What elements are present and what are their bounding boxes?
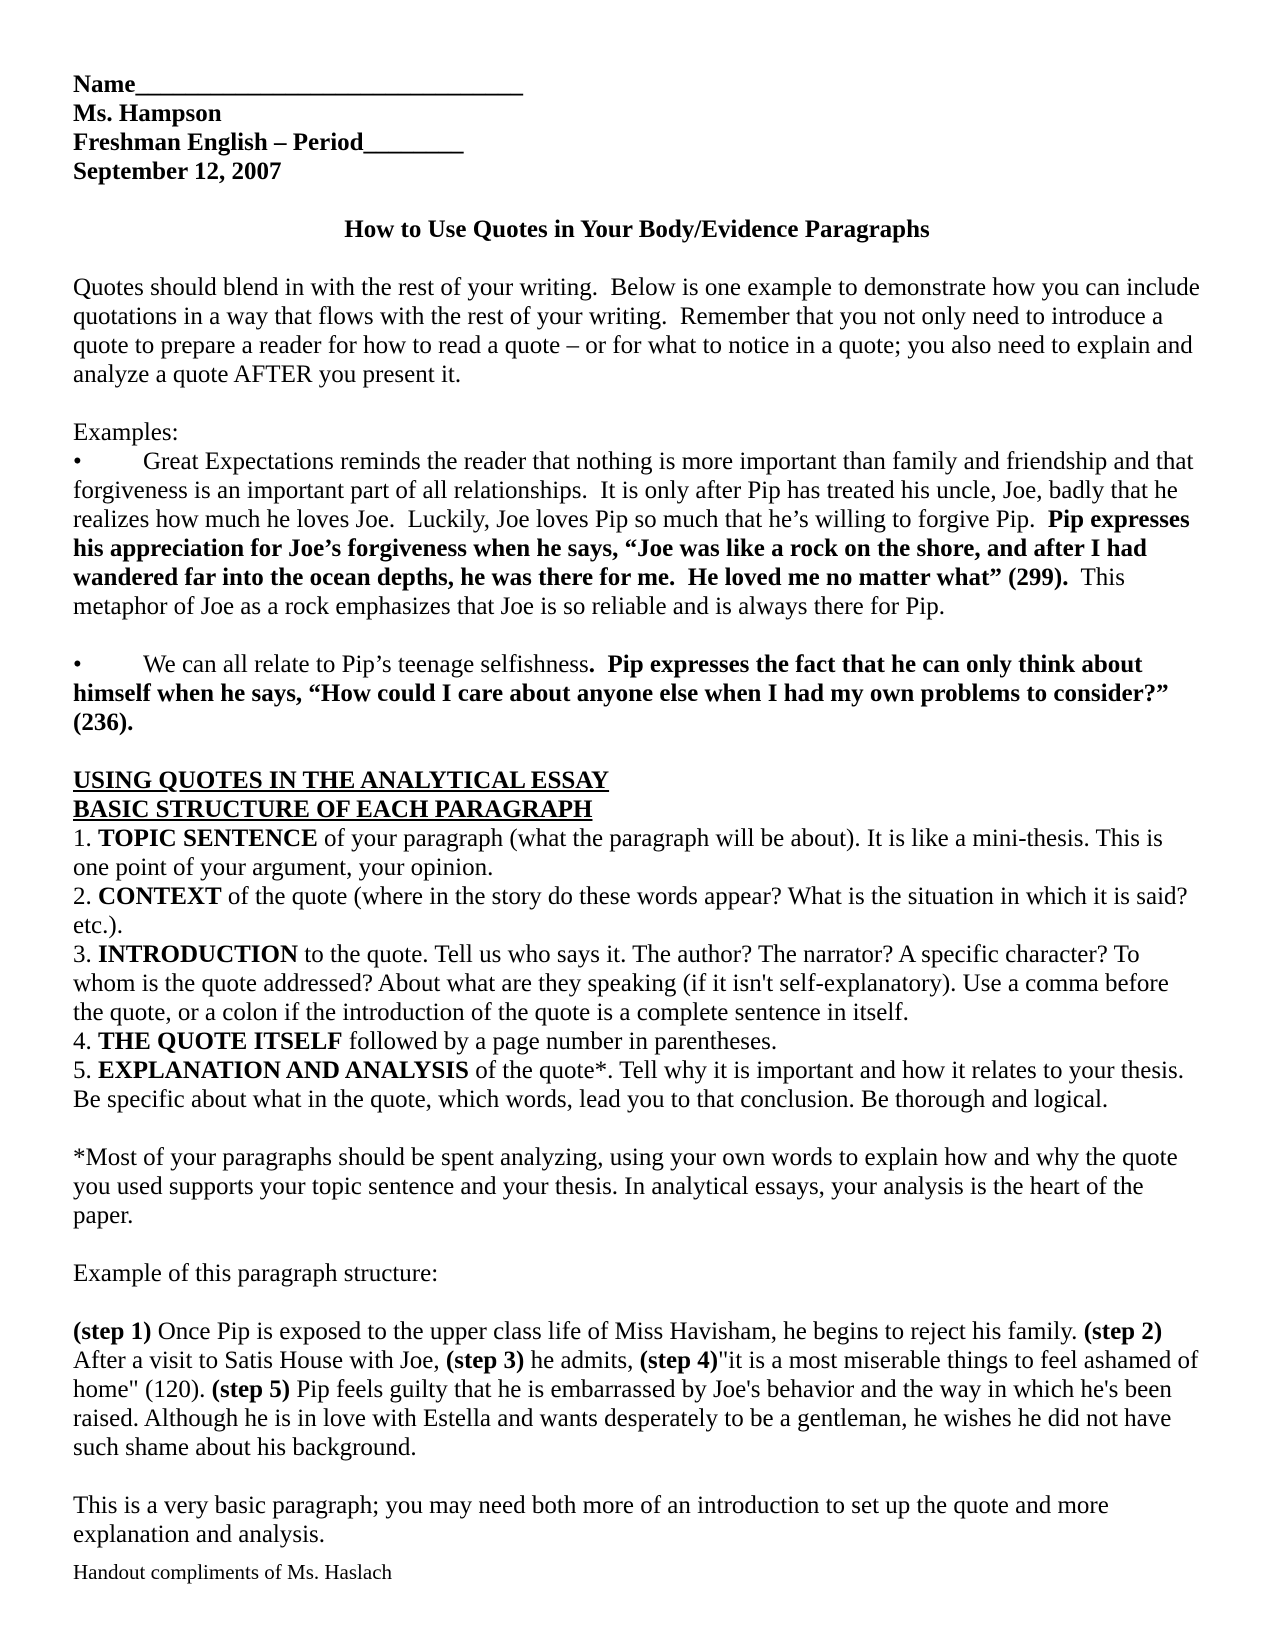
- text-run: INTRODUCTION: [98, 941, 299, 968]
- header-course-line: [73, 128, 1201, 157]
- text-run: he admits,: [524, 1347, 640, 1374]
- examples-label: [73, 418, 1201, 447]
- footer-credit: [73, 1557, 1201, 1587]
- heading-basic-structure: [73, 795, 1201, 824]
- blank-line: [73, 1462, 1201, 1491]
- structure-item-explanation-analysis: [73, 1056, 1201, 1114]
- structure-item-context: [73, 882, 1201, 940]
- text-run: "it is a most miserable things to feel ashamed of home" (120).: [73, 1347, 1205, 1403]
- example-bullet-2: [73, 650, 1201, 737]
- blank-line: [73, 1230, 1201, 1259]
- blank-line: [73, 186, 1201, 215]
- text-run: Freshman English – Period: [73, 129, 364, 156]
- step-example-paragraph: [73, 1317, 1205, 1462]
- text-run: TOPIC SENTENCE: [98, 825, 318, 852]
- structure-item-topic-sentence: [73, 824, 1201, 882]
- text-run: BASIC STRUCTURE OF EACH PARAGRAPH: [73, 796, 593, 823]
- text-run: to the quote. Tell us who says it. The author? The narrator? A specific character? To whom is the quote addressed? About what are they speaking (if it isn't self-explanatory). Use a comma before the quote, or a colon if the introduction of the quote is a complete sentence in itself.: [73, 941, 1176, 1026]
- text-run: of the quote*. Tell why it is important and how it relates to your thesis. Be specific about what in the quote, which words, lead you to that conclusion. Be thorough and logical.: [73, 1057, 1191, 1113]
- text-run: 3.: [73, 941, 98, 968]
- text-run: Example of this paragraph structure:: [73, 1260, 439, 1287]
- header-name-line: [73, 70, 1201, 99]
- text-run: *Most of your paragraphs should be spent analyzing, using your own words to explain how and why the quote you used supports your topic sentence and your thesis. In analytical essays, your analysis is the heart of the paper.: [73, 1144, 1184, 1229]
- text-run: followed by a page number in parentheses.: [342, 1028, 778, 1055]
- blank-line: [73, 389, 1201, 418]
- closing-paragraph: [73, 1491, 1201, 1549]
- text-run: Great Expectations reminds the reader that nothing is more important than family and friendship and that forgiveness is an important part of all relationships. It is only after Pip has treated his uncle, Joe, badly that he realizes how much he loves Joe. Luckily, Joe loves Pip so much that he’s willing to forgive Pip.: [73, 448, 1200, 533]
- text-run: CONTEXT: [98, 883, 222, 910]
- text-run: USING QUOTES IN THE ANALYTICAL ESSAY: [73, 767, 610, 794]
- bullet-marker: •: [73, 448, 82, 475]
- text-run: of your paragraph (what the paragraph will be about). It is like a mini-thesis. This is one point of your argument, your opinion.: [73, 825, 1170, 881]
- text-run: (step 2): [1083, 1318, 1163, 1345]
- text-run: How to Use Quotes in Your Body/Evidence Paragraphs: [344, 216, 930, 243]
- structure-item-introduction: [73, 940, 1201, 1027]
- text-run: 5.: [73, 1057, 98, 1084]
- document-title: [73, 215, 1201, 244]
- text-run: . Pip expresses the fact that he can only think about himself when he says, “How could I care about anyone else when I had my own problems to consider?” (236).: [73, 651, 1175, 736]
- text-run: Examples:: [73, 419, 179, 446]
- text-run: Handout compliments of Ms. Haslach: [73, 1560, 393, 1584]
- text-run: 1.: [73, 825, 98, 852]
- blank-line: [73, 244, 1201, 273]
- text-run: Quotes should blend in with the rest of your writing. Below is one example to demonstrate how you can include quotations in a way that flows with the rest of your writing. Remember that you not only need to introduce a quote to prepare a reader for how to read a quote – or for what to notice in a quote; you also need to explain and analyze a quote AFTER you present it.: [73, 274, 1207, 388]
- text-run: (step 1): [73, 1318, 152, 1345]
- intro-paragraph: [73, 273, 1207, 389]
- text-run: Pip expresses his appreciation for Joe’s forgiveness when he says, “Joe was like a rock on the shore, and after I had wandered far into the ocean depths, he was there for me. He loved me no matter what” (299).: [73, 506, 1197, 591]
- text-run: Pip feels guilty that he is embarrassed by Joe's behavior and the way in which he's been raised. Although he is in love with Estella and wants desperately to be a gentleman, he wishes he did not have such shame about his background.: [73, 1376, 1179, 1461]
- blank-line: [73, 1288, 1201, 1317]
- text-run: 4.: [73, 1028, 98, 1055]
- text-run: EXPLANATION AND ANALYSIS: [98, 1057, 469, 1084]
- bullet-marker: •: [73, 651, 82, 678]
- text-run: (step 3): [445, 1347, 525, 1374]
- structure-item-quote-itself: [73, 1027, 1201, 1056]
- text-run: September 12, 2007: [73, 158, 282, 185]
- heading-using-quotes: [73, 766, 1201, 795]
- text-run: _______________________________: [135, 71, 523, 98]
- text-run: This is a very basic paragraph; you may need both more of an introduction to set up the quote and more explanation and analysis.: [73, 1492, 1116, 1548]
- text-run: This metaphor of Joe as a rock emphasizes that Joe is so reliable and is always there for Pip.: [73, 564, 1132, 620]
- text-run: (step 4): [639, 1347, 719, 1374]
- text-run: 2.: [73, 883, 98, 910]
- header-teacher: [73, 99, 1201, 128]
- text-run: ________: [363, 129, 464, 156]
- text-run: Ms. Hampson: [73, 100, 222, 127]
- blank-line: [73, 1114, 1201, 1143]
- text-run: Once Pip is exposed to the upper class life of Miss Havisham, he begins to reject his family.: [151, 1318, 1084, 1345]
- text-run: (step 5): [211, 1376, 291, 1403]
- blank-line: [73, 621, 1201, 650]
- analysis-note-paragraph: [73, 1143, 1201, 1230]
- text-run: Name: [73, 71, 136, 98]
- blank-line: [73, 737, 1201, 766]
- example-structure-label: [73, 1259, 1201, 1288]
- text-run: We can all relate to Pip’s teenage selfishness: [143, 651, 589, 678]
- example-bullet-1: [73, 447, 1201, 621]
- text-run: of the quote (where in the story do these words appear? What is the situation in which it is said? etc.).: [73, 883, 1194, 939]
- header-date: [73, 157, 1201, 186]
- text-run: THE QUOTE ITSELF: [98, 1028, 343, 1055]
- text-run: After a visit to Satis House with Joe,: [73, 1318, 1168, 1374]
